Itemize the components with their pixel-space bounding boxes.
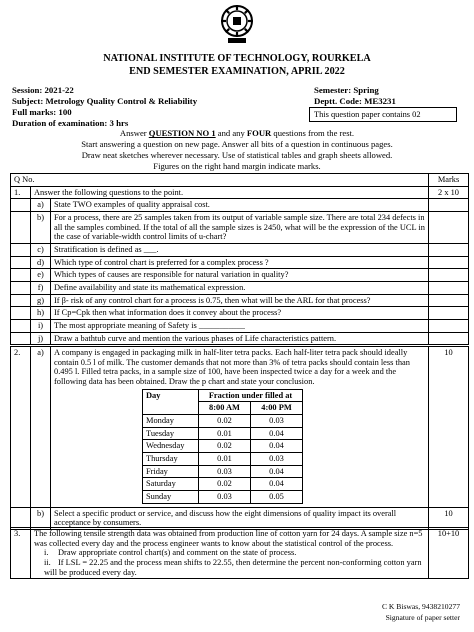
table-row: Wednesday 0.02 0.04	[143, 440, 303, 453]
q2b-row: b) Select a specific product or service, and discuss how the eight dimensions of quality impact its overall acceptance by consumers. 10	[11, 507, 469, 529]
session: Session: 2021-22	[12, 85, 74, 95]
instruction-line-2: Start answering a question on new page. Answer all bits of a question in continuous pages.	[81, 139, 393, 149]
q3-number: 3.	[11, 528, 31, 579]
question-3-table	[10, 527, 469, 579]
table-row: j) Draw a bathtub curve and mention the various phases of Life characteristics pattern.	[11, 332, 469, 345]
subject: Subject: Metrology Quality Control & Reliability	[12, 96, 198, 106]
q2a-text: A company is engaged in packaging milk in half-liter tetra packs. Each half-liter tetra pack should ideally contain 0.5 l of milk. The customer demands that not more than 3% of tetra packs should contain less than 0.495 l. Filled tetra packs, in a sample size of 100, have been inspected twice a day for a week and the following data has been obtained. Draw the p chart and state your conclusion.	[54, 348, 410, 386]
full-marks: Full marks: 100	[12, 107, 72, 117]
table-row: Tuesday 0.01 0.04	[143, 427, 303, 440]
table-row: a) State TWO examples of quality appraisal cost.	[11, 199, 469, 212]
setter-signature-label: Signature of paper setter	[385, 613, 460, 622]
underfill-data-table: Day Fraction under filled at 8:00 AM 4:00 PM Monday 0.02 0.03 Tuesday 0.01 0.04 Wednesday 0.02 0.04 Thursday 0.01 0.03 Friday 0.03 0.04 Saturday 0.02 0.04 Sunday 0.03 0.05	[142, 389, 303, 504]
table-row: h) If Cp=Cpk then what information does it convey about the process?	[11, 307, 469, 320]
q3-text: The following tensile strength data was obtained from production line of cotton yarn for 24 days. A sample size n=5 was collected every day and the process engineer wants to know about the statistical control of the process.	[34, 529, 423, 548]
table-header-row	[11, 174, 469, 187]
table-row: Monday 0.02 0.03	[143, 414, 303, 427]
q3-marks: 10+10	[429, 528, 469, 579]
q2b-text: Select a specific product or service, and discuss how the eight dimensions of quality impact its overall acceptance by consumers.	[51, 507, 429, 529]
setter-name: C K Biswas, 9438210277	[381, 602, 460, 611]
table-row: e) Which types of causes are responsible for natural variation in quality?	[11, 269, 469, 282]
q1-number: 1.	[11, 186, 31, 199]
question-2-table	[10, 346, 469, 530]
table-row: d) Which type of control chart is preferred for a complex process ?	[11, 256, 469, 269]
instruction-line-3: Draw neat sketches wherever necessary. Use of statistical tables and graph sheets allowed.	[81, 150, 393, 160]
q1-marks: 2 x 10	[429, 186, 469, 199]
table-row: Saturday 0.02 0.04	[143, 478, 303, 491]
institute-emblem-icon	[219, 4, 255, 44]
exam-title: END SEMESTER EXAMINATION, APRIL 2022	[129, 66, 345, 77]
qno-header: Q No.	[11, 174, 429, 187]
marks-header: Marks	[429, 174, 469, 187]
institute-name: NATIONAL INSTITUTE OF TECHNOLOGY, ROURKELA	[103, 53, 371, 64]
q3-row	[11, 528, 469, 579]
dept-code: Deptt. Code: ME3231	[314, 96, 396, 106]
table-row: b) For a process, there are 25 samples taken from its output of variable sample size. There are total 234 defects in all the samples combined. If the total of all the sample sizes is 2450, what will be the expression of the UCL in the case of variable-width control limits of u-chart?	[11, 211, 469, 243]
q2a-row: 2. a) A company is engaged in packaging milk in half-liter tetra packs. Each half-liter tetra pack should ideally contain 0.5 l of milk. The customer demands that not more than 3% of tetra packs should contain less than 0.495 l. Filled tetra packs, in a sample size of 100, have been inspected twice a day for a week and the following data has been obtained. Draw the p chart and state your conclusion. Day Fraction under filled at 8:00 AM 4:00 PM Monday 0.02 0.03 Tuesday 0.01 0.04 Wednesday 0.02 0.04 Thursday 0.01 0.03 Friday 0.03 0.04 Saturday 0.02 0.04 Sunday 0.03 0.05 10	[11, 347, 469, 508]
semester: Semester: Spring	[314, 85, 379, 95]
table-row: g) If β- risk of any control chart for a process is 0.75, then what will be the ARL for that process?	[11, 294, 469, 307]
q3-sub-ii: ii. If LSL = 22.25 and the process mean shifts to 22.55, then determine the percent non-conforming cotton yarn will be produced every day.	[44, 557, 422, 577]
table-row: f) Define availability and state its mathematical expression.	[11, 281, 469, 294]
q3-sub-i: i. Draw appropriate control chart(s) and comment on the state of process.	[44, 548, 297, 558]
table-row: c) Stratification is defined as ___.	[11, 243, 469, 256]
table-row: Sunday 0.03 0.05	[143, 490, 303, 503]
instruction-line-1: Answer QUESTION NO 1 and any FOUR questions from the rest.	[119, 128, 355, 138]
q2-number: 2.	[11, 347, 31, 508]
q1-row	[11, 186, 469, 199]
q1-text: Answer the following questions to the point.	[31, 186, 429, 199]
table-row: Friday 0.03 0.04	[143, 465, 303, 478]
q2b-marks: 10	[429, 507, 469, 529]
table-row: Thursday 0.01 0.03	[143, 452, 303, 465]
instruction-line-4: Figures on the right hand margin indicate marks.	[153, 161, 321, 171]
q2a-marks: 10	[429, 347, 469, 508]
table-row: i) The most appropriate meaning of Safety is ___________	[11, 319, 469, 332]
pages-note: This question paper contains 02	[309, 107, 457, 122]
duration: Duration of examination: 3 hrs	[12, 118, 129, 128]
question-1-table	[10, 173, 469, 345]
